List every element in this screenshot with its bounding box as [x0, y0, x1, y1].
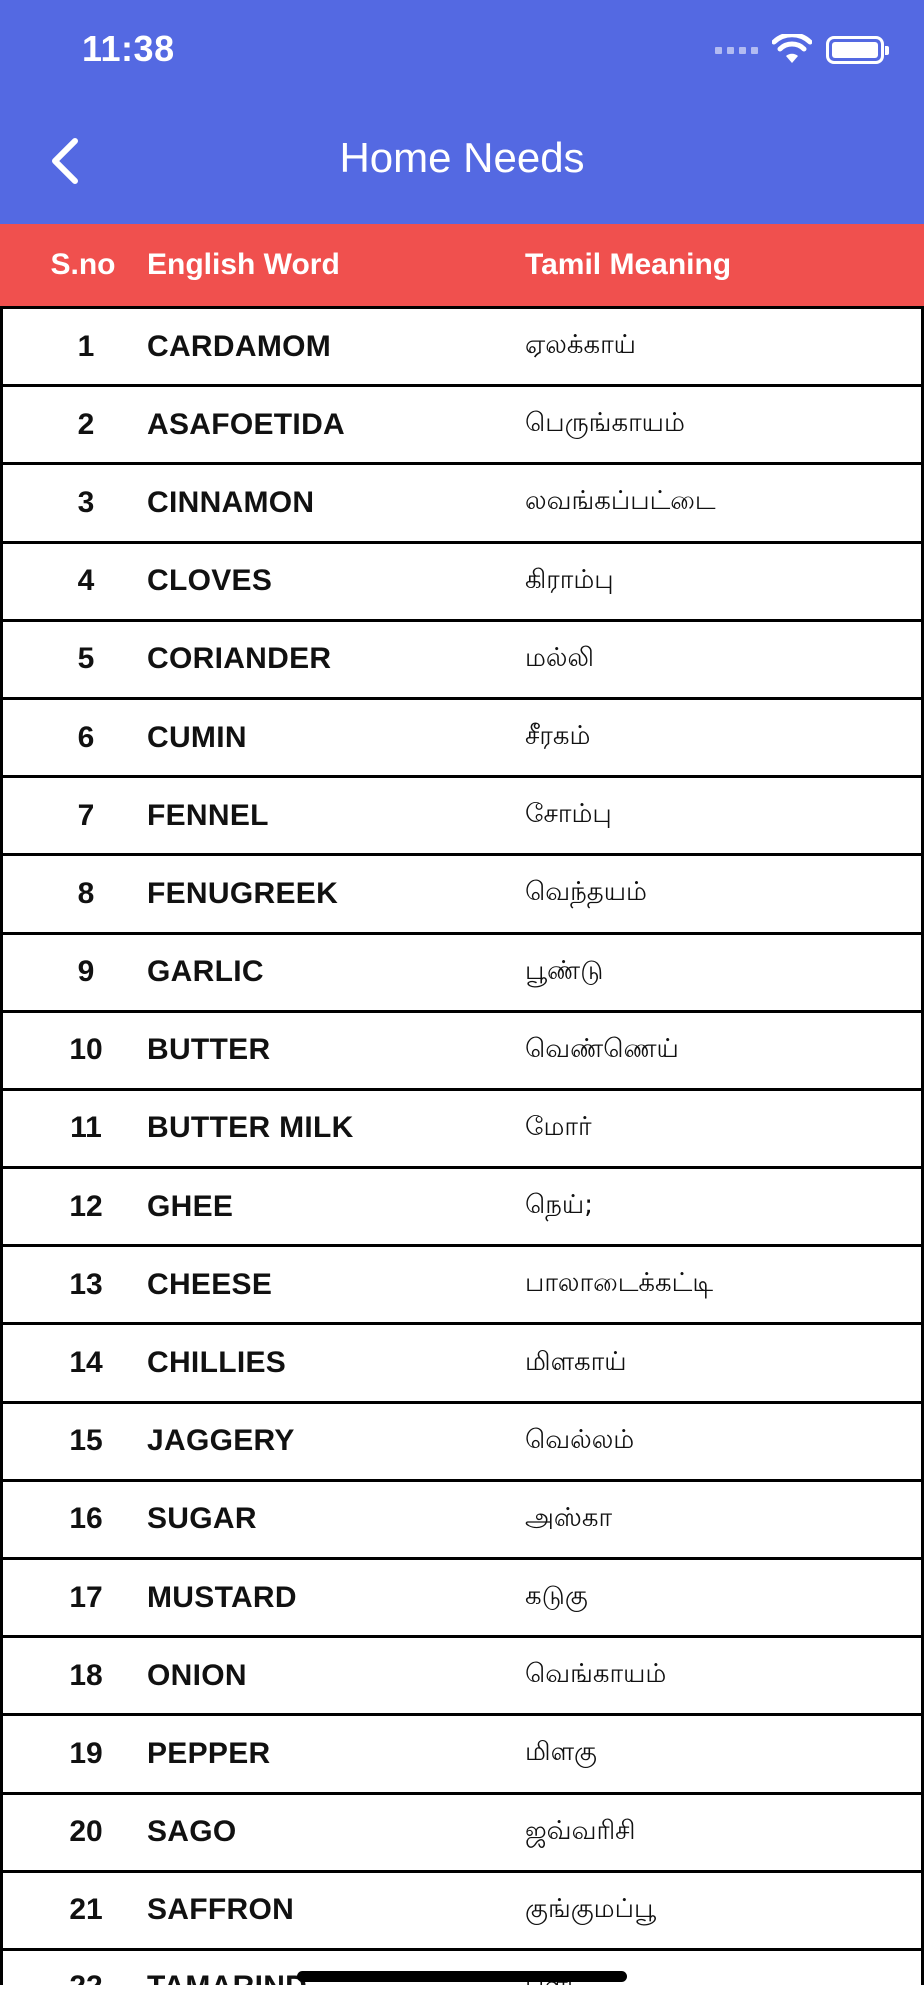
- row-english-word: GARLIC: [147, 955, 264, 989]
- column-header-sno: S.no: [50, 248, 116, 281]
- row-tamil-meaning: நெய்;: [525, 1190, 593, 1221]
- table-row[interactable]: [0, 932, 924, 1010]
- table-row[interactable]: [0, 1479, 924, 1557]
- row-tamil-meaning: ஜவ்வரிசி: [525, 1815, 636, 1846]
- table-row[interactable]: [0, 1401, 924, 1479]
- row-english-word: CHILLIES: [147, 1346, 287, 1380]
- page-title: Home Needs: [339, 134, 585, 181]
- row-english-word: MUSTARD: [147, 1580, 297, 1614]
- row-tamil-meaning: வெல்லம்: [525, 1424, 635, 1455]
- table-row[interactable]: [0, 306, 924, 384]
- row-english-word: CARDAMOM: [147, 329, 332, 363]
- table-row[interactable]: [0, 697, 924, 775]
- table-row[interactable]: [0, 1010, 924, 1088]
- cellular-signal-icon: [715, 47, 758, 54]
- row-sno: 15: [69, 1424, 103, 1458]
- row-sno: 7: [77, 798, 95, 832]
- column-header-tamil: Tamil Meaning: [525, 248, 732, 281]
- row-sno: 2: [77, 407, 95, 441]
- battery-icon: [826, 36, 884, 64]
- table-row[interactable]: [0, 1792, 924, 1870]
- row-tamil-meaning: பெருங்காயம்: [525, 408, 685, 439]
- row-english-word: BUTTER: [147, 1033, 271, 1067]
- row-tamil-meaning: மிளகு: [525, 1737, 598, 1768]
- row-english-word: CINNAMON: [147, 485, 315, 519]
- row-english-word: GHEE: [147, 1189, 234, 1223]
- row-sno: 21: [69, 1893, 103, 1927]
- row-sno: 3: [77, 485, 95, 519]
- table-row[interactable]: [0, 541, 924, 619]
- row-tamil-meaning: சீரகம்: [525, 721, 591, 752]
- row-tamil-meaning: பூண்டு: [525, 955, 604, 986]
- row-tamil-meaning: ஏலக்காய்: [525, 330, 636, 361]
- row-sno: 11: [70, 1111, 102, 1145]
- word-table: [0, 306, 924, 2000]
- table-row[interactable]: [0, 1870, 924, 1948]
- row-english-word: CLOVES: [147, 564, 273, 598]
- row-tamil-meaning: வெண்ணெய்: [525, 1033, 679, 1064]
- bottom-safe-area: [0, 1985, 924, 2000]
- row-tamil-meaning: வெங்காயம்: [525, 1659, 667, 1690]
- row-tamil-meaning: பாலாடைக்கட்டி: [525, 1268, 714, 1299]
- table-row[interactable]: [0, 853, 924, 931]
- app-header: [0, 0, 924, 224]
- table-row[interactable]: [0, 462, 924, 540]
- row-sno: 4: [77, 564, 95, 598]
- row-sno: 13: [69, 1267, 103, 1301]
- row-sno: 12: [69, 1189, 103, 1223]
- row-english-word: FENNEL: [147, 798, 269, 832]
- row-english-word: CORIANDER: [147, 642, 332, 676]
- row-english-word: SUGAR: [147, 1502, 257, 1536]
- row-sno: 9: [77, 955, 95, 989]
- table-row[interactable]: [0, 1713, 924, 1791]
- row-english-word: CHEESE: [147, 1267, 273, 1301]
- table-row[interactable]: [0, 1088, 924, 1166]
- status-time: 11:38: [82, 28, 175, 69]
- row-tamil-meaning: மிளகாய்: [525, 1346, 627, 1377]
- row-sno: 16: [69, 1502, 103, 1536]
- table-row[interactable]: [0, 1322, 924, 1400]
- row-english-word: CUMIN: [147, 720, 247, 754]
- table-header: [0, 224, 924, 306]
- row-sno: 5: [77, 642, 95, 676]
- row-sno: 6: [77, 720, 95, 754]
- table-row[interactable]: [0, 384, 924, 462]
- row-english-word: SAFFRON: [147, 1893, 295, 1927]
- row-sno: 10: [69, 1033, 103, 1067]
- row-english-word: ASAFOETIDA: [147, 407, 345, 441]
- row-tamil-meaning: மோர்: [525, 1111, 592, 1142]
- row-tamil-meaning: குங்குமப்பூ: [525, 1893, 656, 1924]
- table-row[interactable]: [0, 775, 924, 853]
- table-row[interactable]: [0, 1166, 924, 1244]
- table-row[interactable]: [0, 1244, 924, 1322]
- status-icons: [715, 30, 884, 70]
- row-sno: 18: [69, 1658, 103, 1692]
- row-english-word: JAGGERY: [147, 1424, 295, 1458]
- row-tamil-meaning: சோம்பு: [525, 799, 612, 830]
- row-english-word: SAGO: [147, 1815, 237, 1849]
- home-indicator: [297, 1971, 627, 1982]
- row-sno: 14: [69, 1346, 103, 1380]
- row-english-word: FENUGREEK: [147, 876, 339, 910]
- row-tamil-meaning: லவங்கப்பட்டை: [525, 486, 716, 517]
- row-sno: 20: [69, 1815, 103, 1849]
- row-tamil-meaning: கடுகு: [525, 1581, 588, 1612]
- row-sno: 19: [69, 1736, 103, 1770]
- row-sno: 1: [77, 329, 95, 363]
- row-sno: 17: [69, 1580, 103, 1614]
- row-english-word: PEPPER: [147, 1736, 271, 1770]
- row-english-word: ONION: [147, 1658, 247, 1692]
- row-tamil-meaning: அஸ்கா: [525, 1502, 613, 1533]
- wifi-icon: [772, 34, 812, 66]
- table-row[interactable]: [0, 1635, 924, 1713]
- table-row[interactable]: [0, 1557, 924, 1635]
- table-row[interactable]: [0, 619, 924, 697]
- row-english-word: BUTTER MILK: [147, 1111, 354, 1145]
- row-tamil-meaning: கிராம்பு: [525, 564, 614, 595]
- row-sno: 8: [77, 876, 95, 910]
- row-tamil-meaning: வெந்தயம்: [525, 877, 647, 908]
- column-header-english: English Word: [147, 248, 340, 281]
- row-tamil-meaning: மல்லி: [525, 642, 594, 673]
